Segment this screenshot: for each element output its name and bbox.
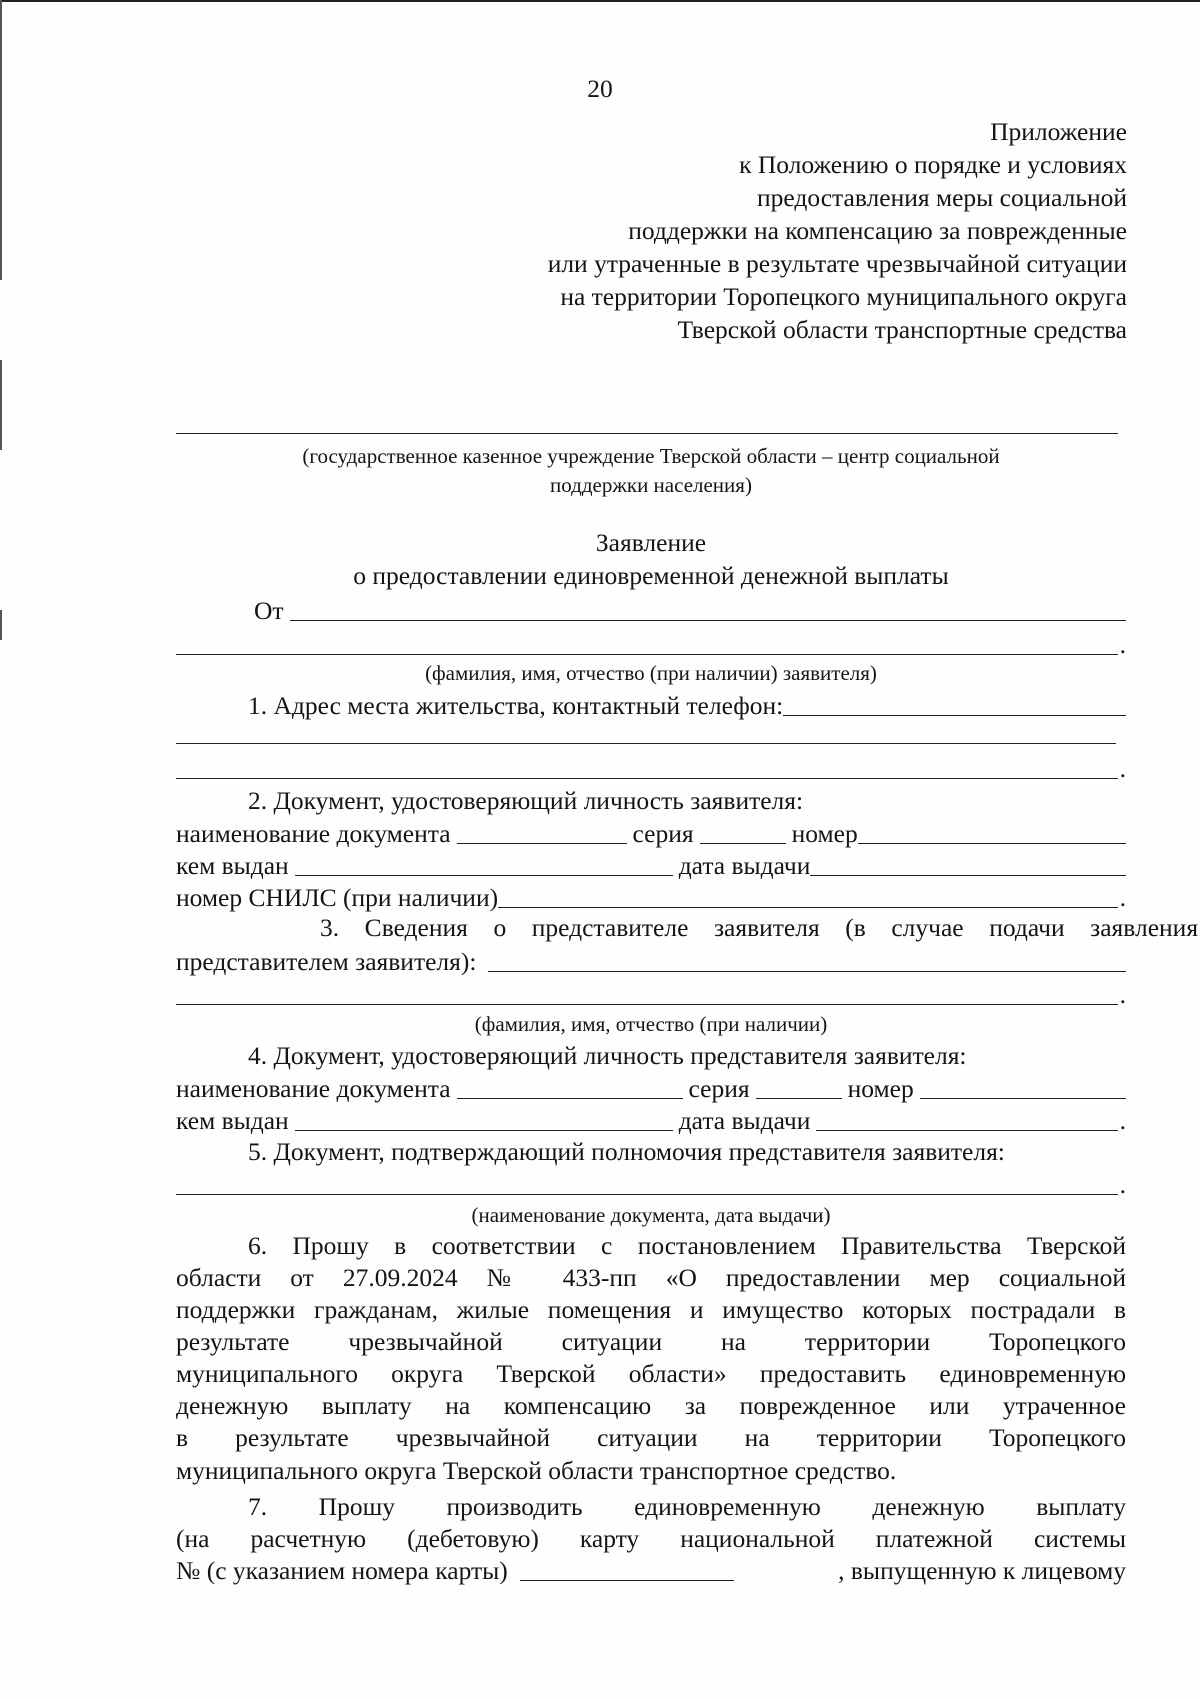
applicant-name-field-continued[interactable] <box>176 632 1118 655</box>
rep-series-field[interactable] <box>756 1076 842 1099</box>
appendix-line: Тверской области транспортные средства <box>677 315 1127 344</box>
rep-issued-by-field[interactable] <box>295 1108 673 1131</box>
word: (в <box>845 913 866 942</box>
scan-edge-mark <box>0 610 2 640</box>
document-title: Заявление <box>595 528 707 557</box>
applicant-caption: (фамилия, имя, отчество (при наличии) заявителя) <box>425 661 877 685</box>
rep-issue-date-field[interactable] <box>816 1108 1117 1131</box>
section-7-line: 7. Прошу производить единовременную денежную выплату <box>248 1492 1126 1521</box>
section-3-line-1 <box>248 912 1198 944</box>
section-4-document-row <box>176 1072 1126 1104</box>
institution-caption: поддержки населения) <box>550 473 752 497</box>
card-number-label: № (с указанием номера карты) <box>176 1556 508 1585</box>
section-2-snils-row: номер СНИЛС (при наличии) . <box>176 883 1126 912</box>
word: случае <box>891 913 964 942</box>
card-issued-text: , выпущенную к лицевому <box>838 1556 1126 1585</box>
section-4-heading: 4. Документ, удостоверяющий личность представителя заявителя: <box>248 1041 967 1070</box>
from-row-continuation: . <box>176 628 1126 660</box>
address-row-end: . <box>176 752 1126 784</box>
word: 3. Сведения <box>320 913 468 942</box>
number-field[interactable] <box>858 821 1126 844</box>
rep-number-field[interactable] <box>920 1076 1126 1099</box>
rep-doc-name-field[interactable] <box>457 1076 683 1099</box>
section-6-line: в результате чрезвычайной ситуации на территории Торопецкого <box>176 1423 1126 1452</box>
from-row <box>176 594 1126 626</box>
section-6-line: результате чрезвычайной ситуации на территории Торопецкого <box>176 1327 1126 1356</box>
issued-by-label: кем выдан <box>176 851 289 880</box>
section-2-issued-row <box>176 849 1126 881</box>
institution-caption: (государственное казенное учреждение Тверской области – центр социальной <box>302 444 1000 468</box>
series-field[interactable] <box>700 821 786 844</box>
word: подачи <box>989 913 1065 942</box>
card-number-field[interactable] <box>520 1558 734 1581</box>
page-number: 20 <box>587 74 613 103</box>
scan-border-top <box>0 0 1200 2</box>
appendix-line: Приложение <box>990 117 1127 146</box>
appendix-line: к Положению о порядке и условиях <box>739 150 1127 179</box>
rep-doc-name-label: наименование документа <box>176 1074 451 1103</box>
institution-blank <box>176 433 1118 434</box>
section-6-line: денежную выплату на компенсацию за поврежденное или утраченное <box>176 1391 1126 1420</box>
issued-by-field[interactable] <box>295 853 673 876</box>
authority-document-field[interactable] <box>176 1172 1118 1195</box>
representative-name-field-continued[interactable] <box>176 982 1118 1005</box>
section-6-line: муниципального округа Тверской области» предоставить единовременную <box>176 1359 1126 1388</box>
rep-issue-date-label: дата выдачи <box>678 1106 811 1135</box>
section-4-issued-row: кем выдан дата выдачи . <box>176 1106 1126 1135</box>
doc-name-label: наименование документа <box>176 819 451 848</box>
rep-series-label: серия <box>688 1074 750 1103</box>
address-field-line[interactable] <box>176 756 1118 779</box>
appendix-line: или утраченные в результате чрезвычайной ситуации <box>547 249 1127 278</box>
scan-edge-mark <box>0 360 2 450</box>
word: заявления <box>1090 913 1198 942</box>
word: заявителя <box>713 913 820 942</box>
section-5-field-row: . <box>176 1168 1126 1200</box>
section-1-row <box>176 689 1126 721</box>
section-2-heading: 2. Документ, удостоверяющий личность заявителя: <box>248 786 804 815</box>
series-label: серия <box>632 819 694 848</box>
section-1-label: 1. Адрес места жительства, контактный телефон: <box>248 691 784 720</box>
issue-date-label: дата выдачи <box>678 851 811 880</box>
section-3-continuation: . <box>176 978 1126 1010</box>
representative-name-field[interactable] <box>488 949 1126 972</box>
section-6-last-line: муниципального округа Тверской области транспортное средство. <box>176 1456 897 1485</box>
section-6-line: поддержки гражданам, жилые помещения и имущество которых пострадали в <box>176 1295 1126 1324</box>
appendix-line: поддержки на компенсацию за поврежденные <box>628 216 1127 245</box>
applicant-name-field[interactable] <box>290 598 1126 621</box>
from-label: От <box>254 596 284 625</box>
doc-name-field[interactable] <box>457 821 627 844</box>
section-5-heading: 5. Документ, подтверждающий полномочия представителя заявителя: <box>248 1137 1005 1166</box>
address-phone-field[interactable] <box>783 693 1126 716</box>
rep-issued-by-label: кем выдан <box>176 1106 289 1135</box>
word: о <box>493 913 507 942</box>
section-6-line: 6. Прошу в соответствии с постановлением Правительства Тверской <box>248 1231 1126 1260</box>
representative-caption: (фамилия, имя, отчество (при наличии) <box>474 1012 828 1036</box>
rep-number-label: номер <box>847 1074 914 1103</box>
representative-label: представителем заявителя): <box>176 947 477 976</box>
scan-edge-mark <box>0 0 2 280</box>
section-2-document-row <box>176 817 1126 849</box>
number-label: номер <box>791 819 858 848</box>
document-subtitle: о предоставлении единовременной денежной выплаты <box>353 561 949 590</box>
snils-field[interactable] <box>498 885 1118 908</box>
snils-label: номер СНИЛС (при наличии) <box>176 883 499 912</box>
section-7-card-row <box>176 1554 1126 1586</box>
issue-date-field[interactable] <box>810 853 1126 876</box>
section-7-line: (на расчетную (дебетовую) карту национальной платежной системы <box>176 1524 1126 1553</box>
word: представителе <box>531 913 689 942</box>
section-3-representative-row <box>176 945 1126 977</box>
appendix-line: предоставления меры социальной <box>757 183 1127 212</box>
section-6-line: области от 27.09.2024 № 433-пп «О предоставлении мер социальной <box>176 1263 1126 1292</box>
address-field-line[interactable] <box>176 743 1116 744</box>
appendix-line: на территории Торопецкого муниципального округа <box>560 282 1127 311</box>
authority-caption: (наименование документа, дата выдачи) <box>471 1203 831 1227</box>
